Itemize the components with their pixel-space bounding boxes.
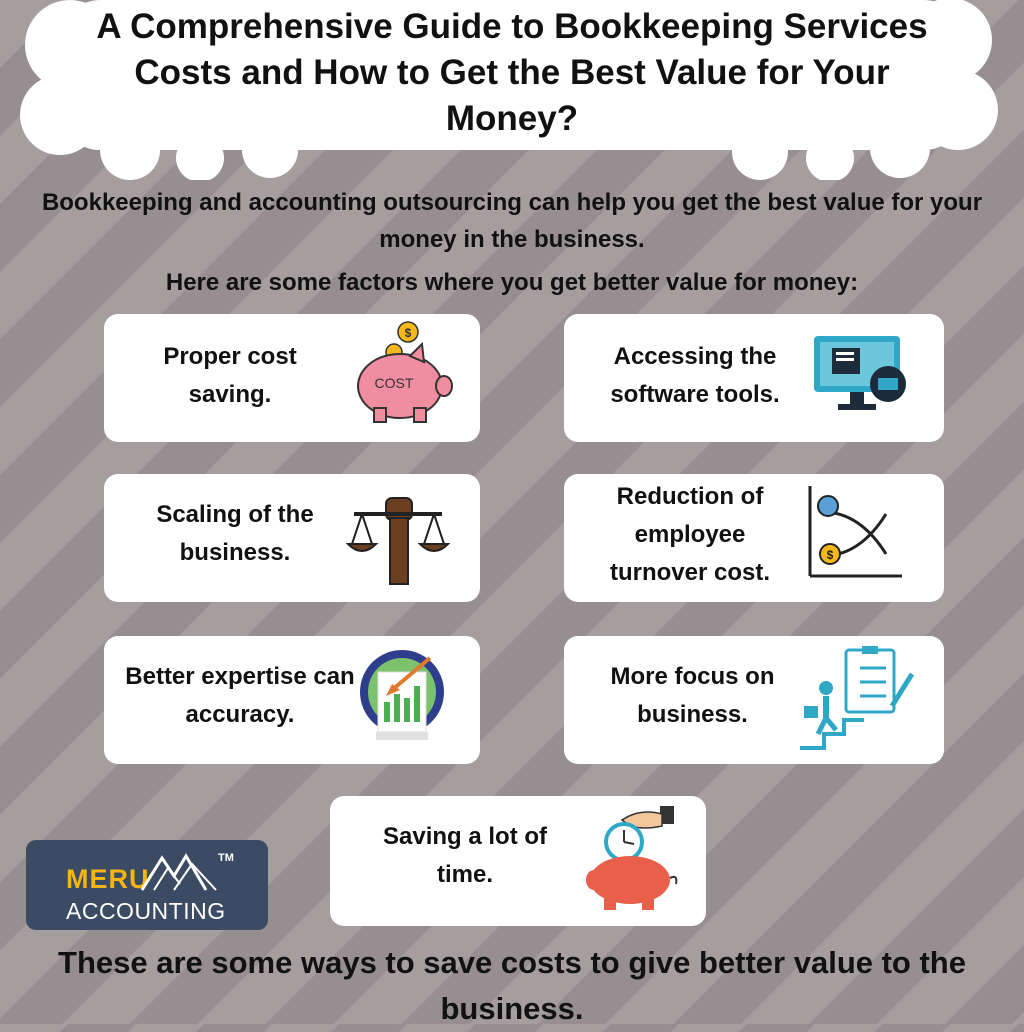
mountain-icon <box>140 848 220 892</box>
logo-subtitle: ACCOUNTING <box>66 898 226 924</box>
computer-icon <box>810 334 910 418</box>
svg-text:$: $ <box>826 548 834 562</box>
factor-label: Proper cost saving. <box>163 343 297 408</box>
piggy-bank-icon <box>352 320 456 424</box>
subheading: Here are some factors where you get better value for money: <box>165 269 859 296</box>
factor-label: More focus on business. <box>610 663 775 728</box>
piggy-label: COST <box>374 375 414 391</box>
scale-fist-icon <box>346 488 450 588</box>
target-chart-icon <box>356 646 452 746</box>
factor-label: Reduction of employee turnover cost. <box>609 483 771 586</box>
factor-label: Better expertise can accuracy. <box>125 663 355 728</box>
time-piggy-icon <box>582 802 686 910</box>
svg-text:$: $ <box>404 326 412 340</box>
logo-brand: MERU <box>66 864 150 894</box>
meru-accounting-logo <box>26 840 268 930</box>
checklist-stairs-icon <box>796 646 916 752</box>
factor-label: Scaling of the business. <box>156 501 314 566</box>
factor-label: Accessing the software tools. <box>610 343 780 408</box>
trademark: TM <box>218 852 234 864</box>
cost-chart-icon <box>806 484 906 580</box>
footer-text: These are some ways to save costs to give better value to the business. <box>58 945 966 1026</box>
intro-text: Bookkeeping and accounting outsourcing can help you get the best value for your money in the business. <box>41 189 983 253</box>
factor-label: Saving a lot of time. <box>382 823 547 888</box>
page-title: A Comprehensive Guide to Bookkeeping Services Costs and How to Get the Best Value for Your Money? <box>96 7 928 138</box>
